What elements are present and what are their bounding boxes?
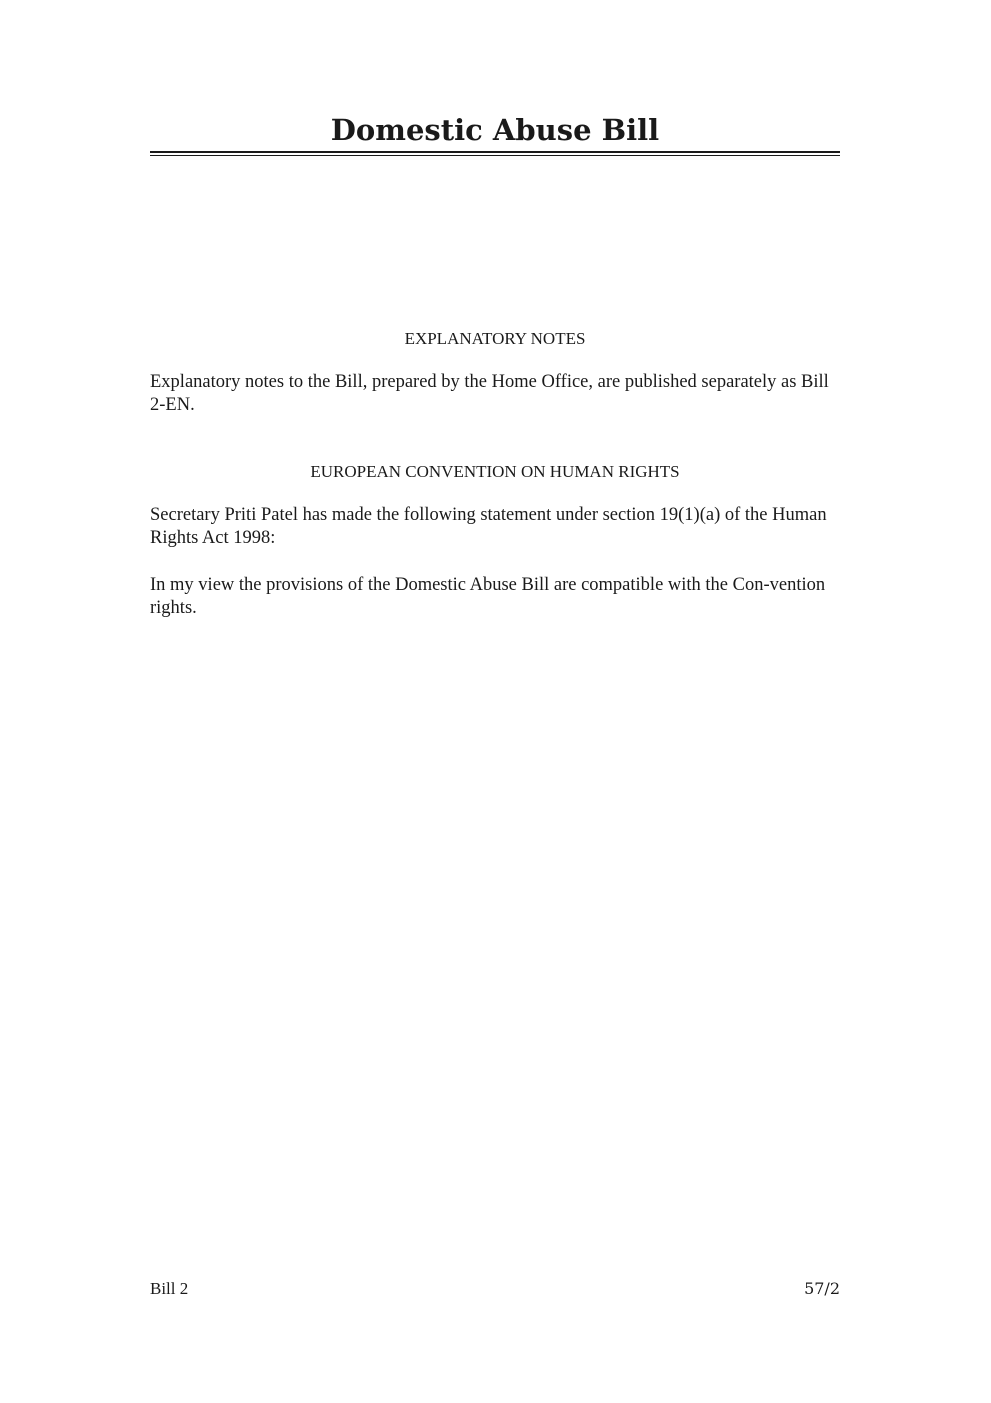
document-title: Domestic Abuse Bill — [330, 113, 660, 147]
echr-compatibility-paragraph: In my view the provisions of the Domestic Abuse Bill are compatible with the Con-vention rights. — [150, 575, 826, 618]
title-rule-thin — [150, 155, 840, 156]
explanatory-notes-paragraph: Explanatory notes to the Bill, prepared by the Home Office, are published separately as Bill 2-EN. — [150, 372, 829, 415]
footer-bill-number: Bill 2 — [150, 1279, 189, 1298]
echr-heading: EUROPEAN CONVENTION ON HUMAN RIGHTS — [310, 462, 680, 481]
explanatory-notes-heading: EXPLANATORY NOTES — [404, 329, 586, 348]
footer-print-reference: 57/2 — [804, 1279, 840, 1298]
echr-statement-paragraph: Secretary Priti Patel has made the following statement under section 19(1)(a) of the Human Rights Act 1998: — [150, 505, 827, 548]
title-rule-thick — [150, 151, 840, 153]
